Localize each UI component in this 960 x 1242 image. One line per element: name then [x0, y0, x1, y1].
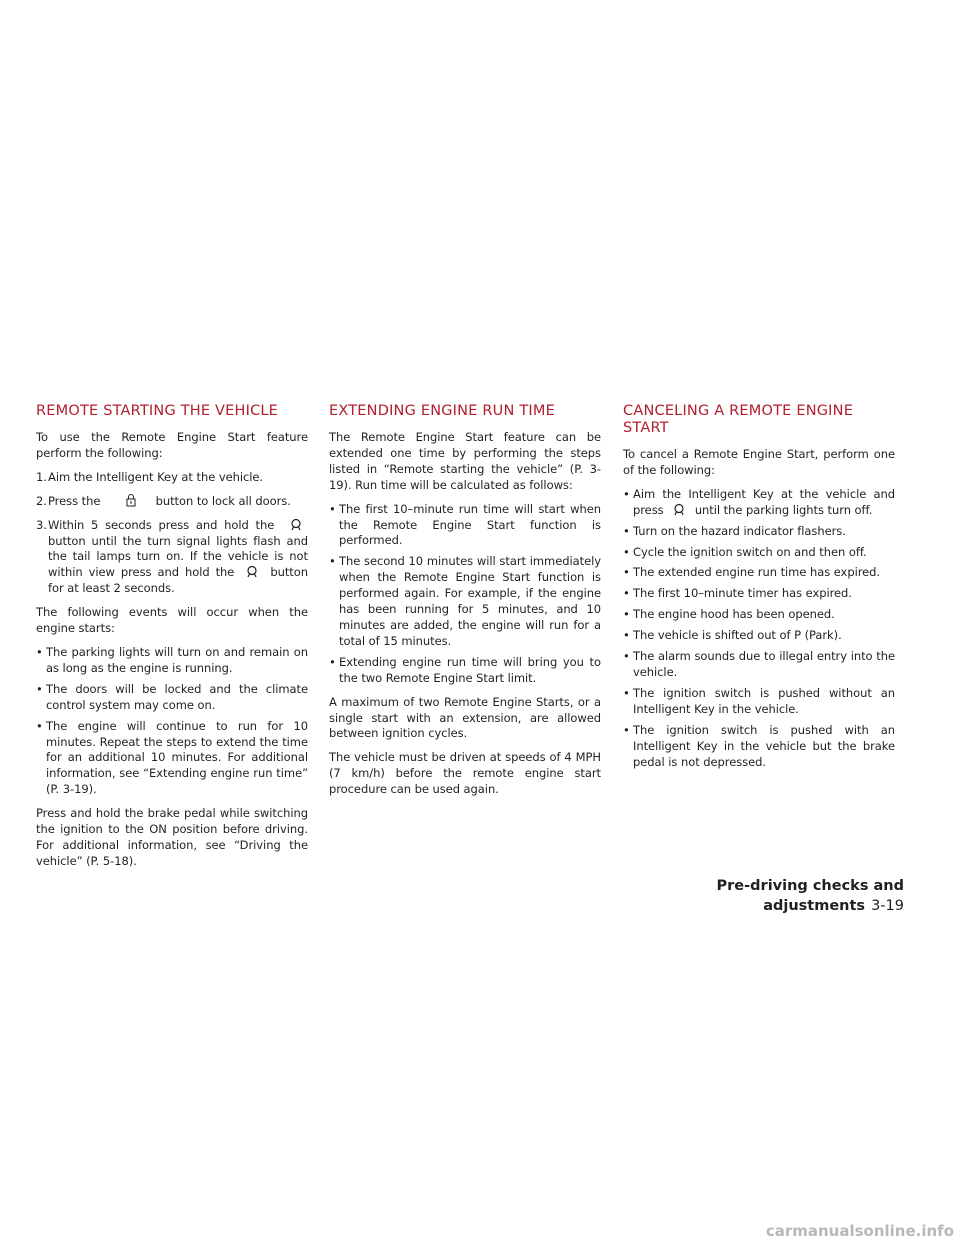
remote-start-button-icon	[670, 503, 688, 516]
remote-start-button-icon	[287, 518, 305, 531]
list-item-text: The extended engine run time has expired.	[633, 565, 881, 580]
page-footer	[624, 876, 904, 916]
list-item	[623, 586, 895, 602]
bullet-marker: •	[623, 565, 630, 580]
bullet-marker: •	[329, 554, 336, 569]
step-text-post: button for at least 2 seconds.	[48, 565, 308, 596]
remote-start-intro: To use the Remote Engine Start feature perform the following:	[36, 430, 308, 460]
step-2	[36, 494, 308, 510]
extend-intro: The Remote Engine Start feature can be extended one time by performing the steps listed in “Remote starting the vehicle” (P. 3-19). Run time will be calculated as follows:	[329, 430, 601, 492]
list-item-text: The ignition switch is pushed without an Intelligent Key in the vehicle.	[633, 685, 895, 716]
extend-para-2: The vehicle must be driven at speeds of 4 MPH (7 km/h) before the remote engine start procedure can be used again.	[329, 750, 601, 797]
list-item-text: The second 10 minutes will start immediately when the Remote Engine Start function is performed again. For example, if the engine has been running for 5 minutes, and 10 minutes are added, the engine will run for a total of 15 minutes.	[339, 554, 601, 648]
list-item	[623, 524, 895, 540]
list-item	[623, 545, 895, 561]
bullet-marker: •	[36, 681, 43, 696]
list-item-text: The engine will continue to run for 10 minutes. Repeat the steps to extend the time for an additional 10 minutes. For additional information, see “Extending engine run time” (P. 3-19).	[46, 718, 308, 797]
section-title-remote-start: REMOTE STARTING THE VEHICLE	[36, 403, 279, 419]
list-item	[329, 502, 601, 550]
section-title-cancel: CANCELING A REMOTE ENGINE START	[623, 403, 854, 436]
step-text-post: button to lock all doors.	[155, 493, 291, 508]
list-item-text: The first 10–minute run time will start when the Remote Engine Start function is performed.	[339, 501, 601, 548]
list-item	[623, 607, 895, 623]
step-text-pre: Press the	[48, 493, 101, 508]
extend-para-1: A maximum of two Remote Engine Starts, or a single start with an extension, are allowed between ignition cycles.	[329, 694, 601, 741]
step-number: 3.	[36, 517, 47, 532]
bullet-marker: •	[36, 644, 43, 659]
bullet-marker: •	[329, 501, 336, 516]
list-item-text: The vehicle is shifted out of P (Park).	[633, 628, 842, 643]
step-3	[36, 518, 308, 598]
column-cancel	[623, 403, 895, 775]
step-text-mid: button until the turn signal lights flash and the tail lamps turn on. If the vehicle is not within view press and hold the	[48, 533, 308, 580]
list-item	[36, 719, 308, 799]
list-item	[623, 686, 895, 718]
bullet-marker: •	[623, 586, 630, 601]
list-item	[329, 554, 601, 649]
list-item-text: The doors will be locked and the climate control system may come on.	[46, 681, 308, 712]
events-intro: The following events will occur when the engine starts:	[36, 605, 308, 636]
list-item	[623, 723, 895, 771]
column-extend	[329, 403, 601, 806]
remote-start-button-icon	[243, 565, 261, 578]
list-item-text: The alarm sounds due to illegal entry into the vehicle.	[633, 649, 895, 679]
step-1	[36, 470, 308, 486]
step-number: 2.	[36, 493, 47, 508]
bullet-marker: •	[329, 654, 336, 669]
list-item	[623, 565, 895, 581]
section-title-extend: EXTENDING ENGINE RUN TIME	[329, 403, 555, 419]
list-item-text: The ignition switch is pushed with an Intelligent Key in the vehicle but the brake pedal is not depressed.	[633, 722, 895, 769]
cancel-intro: To cancel a Remote Engine Start, perform one of the following:	[623, 447, 895, 477]
bullet-marker: •	[623, 523, 630, 538]
list-item-text: Turn on the hazard indicator flashers.	[633, 523, 846, 538]
list-item-text-pre: Aim the Intelligent Key at the vehicle and press	[633, 486, 895, 517]
step-number: 1.	[36, 469, 47, 484]
footer-section-title: Pre-driving checks and adjustments	[716, 878, 904, 914]
list-item-text: Cycle the ignition switch on and then off.	[633, 544, 867, 559]
bullet-marker: •	[623, 649, 630, 664]
bullet-marker: •	[623, 628, 630, 643]
list-item	[329, 655, 601, 687]
bullet-marker: •	[623, 486, 630, 501]
bullet-marker: •	[623, 722, 630, 737]
list-item-text: The parking lights will turn on and remain on as long as the engine is running.	[46, 644, 308, 675]
step-text-pre: Within 5 seconds press and hold the	[48, 517, 275, 532]
remote-start-closing: Press and hold the brake pedal while switching the ignition to the ON position before driving. For additional information, see “Driving the vehicle” (P. 5-18).	[36, 806, 308, 868]
list-item	[36, 645, 308, 677]
step-text: Aim the Intelligent Key at the vehicle.	[48, 469, 264, 484]
list-item-text: The engine hood has been opened.	[633, 607, 835, 622]
bullet-marker: •	[623, 607, 630, 622]
column-remote-start	[36, 403, 308, 878]
lock-button-icon	[122, 494, 140, 507]
list-item-text: The first 10–minute timer has expired.	[633, 586, 852, 601]
list-item	[623, 628, 895, 644]
bullet-marker: •	[623, 544, 630, 559]
watermark: carmanualsonline.info	[765, 1222, 954, 1240]
list-item	[623, 649, 895, 681]
bullet-marker: •	[623, 685, 630, 700]
list-item	[36, 682, 308, 714]
list-item-text: Extending engine run time will bring you to the two Remote Engine Start limit.	[339, 654, 601, 685]
page-number: 3-19	[871, 898, 904, 914]
bullet-marker: •	[36, 718, 43, 733]
list-item	[623, 487, 895, 519]
list-item-text-post: until the parking lights turn off.	[694, 502, 873, 517]
